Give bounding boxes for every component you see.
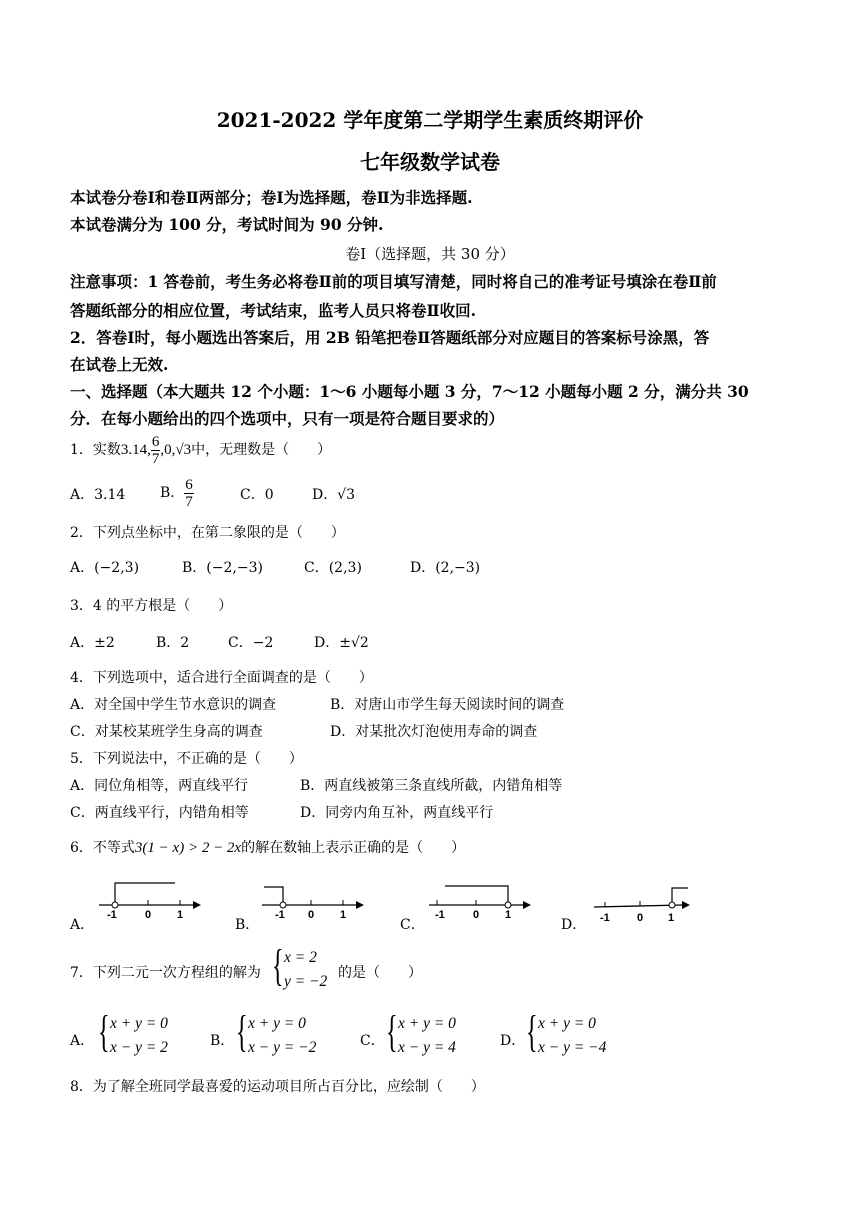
part1-heading-1: 一、选择题（本大题共 12 个小题：1～6 小题每小题 3 分，7～12 小题每小题 2 分，满分共 30 [70, 382, 749, 401]
equation-2: x − y = −2 [248, 1039, 317, 1056]
brace: { [526, 1007, 538, 1056]
tick-label-1: 1 [340, 909, 347, 921]
question-8-stem: 8．为了解全班同学最喜爱的运动项目所占百分比，应绘制（ ） [70, 1079, 485, 1095]
tick-label-neg1: -1 [107, 909, 117, 921]
question-7-option-d-label: D． [500, 1033, 526, 1049]
equation-2: x − y = 4 [398, 1039, 456, 1056]
solution-y: y = −2 [284, 973, 328, 990]
question-7-option-c-system [386, 1007, 476, 1060]
question-4-option-c: C．对某校某班学生身高的调查 [70, 724, 263, 740]
tick-label-neg1: -1 [435, 909, 445, 921]
question-5-option-a: A．同位角相等，两直线平行 [70, 778, 249, 794]
tick-label-1: 1 [668, 912, 675, 922]
question-2-option-b: B．(−2,−3) [182, 560, 263, 576]
question-1-stem: 1．实数3.14, $\frac{6}{7}$ ,0,√3中，无理数是（ ） [70, 433, 332, 467]
question-4-option-a: A．对全国中学生节水意识的调查 [70, 697, 277, 713]
number-line-d [590, 876, 700, 922]
tick-label-0: 0 [637, 912, 644, 922]
tick-label-0: 0 [308, 909, 315, 921]
question-4-option-b: B．对唐山市学生每天阅读时间的调查 [330, 697, 565, 713]
question-3-option-a: A．±2 [70, 635, 115, 651]
question-2-option-c: C．(2,3) [304, 560, 362, 576]
equation-1: x + y = 0 [248, 1015, 306, 1032]
question-1-option-d: D．√3 [312, 487, 356, 503]
part1-heading-2: 分．在每小题给出的四个选项中，只有一项是符合题目要求的） [70, 409, 505, 428]
question-6-option-b: B． [235, 917, 260, 933]
intro-line-2: 本试卷满分为 100 分，考试时间为 90 分钟. [70, 215, 384, 234]
question-1-option-b: B． $\frac{6}{7}$ [160, 476, 193, 510]
question-2-stem: 2．下列点坐标中，在第二象限的是（ ） [70, 525, 345, 541]
question-2-option-d: D．(2,−3) [410, 560, 481, 576]
question-5-option-c: C．两直线平行，内错角相等 [70, 805, 249, 821]
question-4-option-d: D．对某批次灯泡使用寿命的调查 [330, 724, 538, 740]
question-7-option-a-system [98, 1007, 188, 1060]
question-1-option-c: C．0 [240, 487, 274, 503]
notes-line-2: 答题纸部分的相应位置，考试结束，监考人员只将卷Ⅱ收回. [70, 301, 476, 320]
solution-x: x = 2 [284, 949, 317, 966]
question-3-stem: 3．4 的平方根是（ ） [70, 598, 233, 614]
equation-2: x − y = 2 [110, 1039, 168, 1056]
question-7-option-c-label: C． [360, 1033, 385, 1049]
question-6-option-d: D． [561, 917, 587, 933]
question-5-stem: 5．下列说法中，不正确的是（ ） [70, 751, 303, 767]
brace: { [98, 1007, 110, 1056]
intro-line-1: 本试卷分卷Ⅰ和卷Ⅱ两部分；卷Ⅰ为选择题，卷Ⅱ为非选择题. [70, 188, 473, 207]
question-7-option-b-label: B． [210, 1033, 235, 1049]
tick-label-0: 0 [473, 909, 480, 921]
tick-label-0: 0 [145, 909, 152, 921]
question-7-solution-system [272, 941, 342, 994]
tick-label-1: 1 [505, 909, 512, 921]
equation-1: x + y = 0 [110, 1015, 168, 1032]
question-5-option-d: D．同旁内角互补，两直线平行 [300, 805, 494, 821]
question-3-option-c: C．−2 [228, 635, 274, 651]
question-7-option-d-system [526, 1007, 626, 1060]
question-7-stem-suffix: 的是（ ） [338, 965, 422, 981]
equation-1: x + y = 0 [398, 1015, 456, 1032]
question-3-option-d: D．±√2 [314, 635, 369, 651]
brace: { [386, 1007, 398, 1056]
notes-line-1: 注意事项：1 答卷前，考生务必将卷Ⅱ前的项目填写清楚，同时将自己的准考证号填涂在卷Ⅱ前 [70, 272, 717, 291]
equation-2: x − y = −4 [538, 1039, 607, 1056]
tick-label-1: 1 [177, 909, 184, 921]
number-line-c [425, 876, 535, 922]
question-5-option-b: B．两直线被第三条直线所截，内错角相等 [300, 778, 563, 794]
tick-label-neg1: -1 [600, 912, 610, 922]
question-6-option-a: A． [70, 917, 95, 933]
notes-line-4: 在试卷上无效. [70, 355, 169, 374]
notes-line-3: 2．答卷Ⅰ时，每小题选出答案后，用 2B 铅笔把卷Ⅱ答题纸部分对应题目的答案标号涂黑，答 [70, 328, 710, 347]
question-2-option-a: A．(−2,3) [70, 560, 140, 576]
page-subtitle: 七年级数学试卷 [360, 150, 500, 174]
question-1-option-a: A．3.14 [70, 487, 126, 503]
question-3-option-b: B．2 [156, 635, 190, 651]
question-4-stem: 4．下列选项中，适合进行全面调查的是（ ） [70, 670, 373, 686]
question-7-option-b-system [236, 1007, 326, 1060]
page-title: 2021-2022 学年度第二学期学生素质终期评价 [216, 108, 644, 132]
brace: { [272, 941, 284, 990]
tick-label-neg1: -1 [275, 909, 285, 921]
question-7-stem-prefix: 7．下列二元一次方程组的解为 [70, 965, 261, 981]
question-6-option-c: C． [400, 917, 425, 933]
question-6-stem: 6．不等式3(1 − x) > 2 − 2x的解在数轴上表示正确的是（ ） [70, 840, 466, 856]
brace: { [236, 1007, 248, 1056]
number-line-a [95, 876, 205, 922]
number-line-b [258, 876, 368, 922]
equation-1: x + y = 0 [538, 1015, 596, 1032]
question-7-option-a-label: A． [70, 1033, 95, 1049]
section-title: 卷Ⅰ（选择题，共 30 分） [345, 245, 515, 263]
